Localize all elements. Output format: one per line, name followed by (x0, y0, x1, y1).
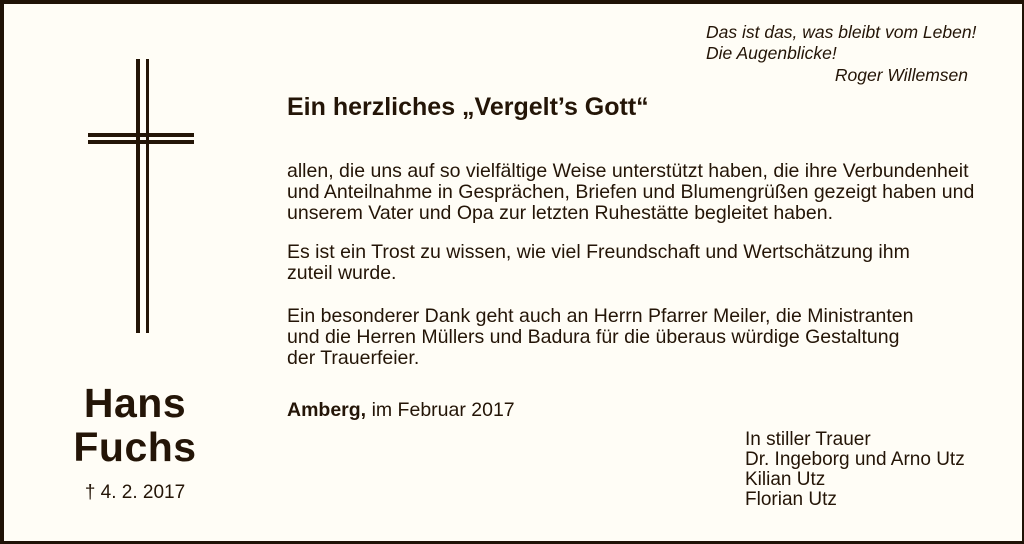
cross-horizontal-bar (88, 133, 194, 137)
text-line: und die Herren Müllers und Badura für die überaus würdige Gestaltung (287, 326, 900, 348)
mourners-line: Kilian Utz (745, 469, 826, 490)
deceased-first-name: Hans (83, 380, 187, 426)
epigraph-attribution: Roger Willemsen (834, 65, 968, 85)
epigraph-line: Die Augenblicke! (706, 43, 837, 63)
dateline (287, 399, 515, 422)
cross-vertical-bar (146, 59, 150, 333)
epigraph-line: Das ist das, was bleibt vom Leben! (706, 22, 977, 42)
epigraph-quote (706, 22, 977, 86)
mourners-block (745, 430, 965, 510)
text-line: Es ist ein Trost zu wissen, wie viel Freundschaft und Wertschätzung ihm (287, 241, 910, 263)
text-line: der Trauerfeier. (287, 347, 420, 369)
thanks-paragraph (287, 161, 974, 224)
deceased-name-block (36, 381, 234, 503)
thanks-paragraph (287, 242, 974, 284)
death-date: † 4. 2. 2017 (84, 482, 186, 503)
cross-horizontal-bar (88, 140, 194, 144)
mourners-line: In stiller Trauer (745, 429, 871, 450)
text-line: und Anteilnahme in Gesprächen, Briefen und Blumengrüßen gezeigt haben und (287, 181, 975, 203)
mourners-line: Dr. Ingeborg und Arno Utz (745, 449, 965, 470)
deceased-last-name: Fuchs (73, 424, 197, 470)
text-line: allen, die uns auf so vielfältige Weise unterstützt haben, die ihre Verbundenheit (287, 160, 969, 182)
text-line: unserem Vater und Opa zur letzten Ruhestätte begleitet haben. (287, 202, 833, 224)
thanks-text (287, 161, 974, 369)
cross-vertical-bar (136, 59, 140, 333)
text-line: Ein besonderer Dank geht auch an Herrn Pfarrer Meiler, die Ministranten (287, 305, 914, 327)
mourners-line: Florian Utz (745, 489, 837, 510)
text-line: zuteil wurde. (287, 262, 397, 284)
dateline-date: im Februar 2017 (371, 399, 515, 421)
thanks-paragraph (287, 306, 974, 369)
thanks-heading: Ein herzliches „Vergelt’s Gott“ (287, 93, 649, 121)
dateline-place: Amberg, (287, 399, 367, 421)
